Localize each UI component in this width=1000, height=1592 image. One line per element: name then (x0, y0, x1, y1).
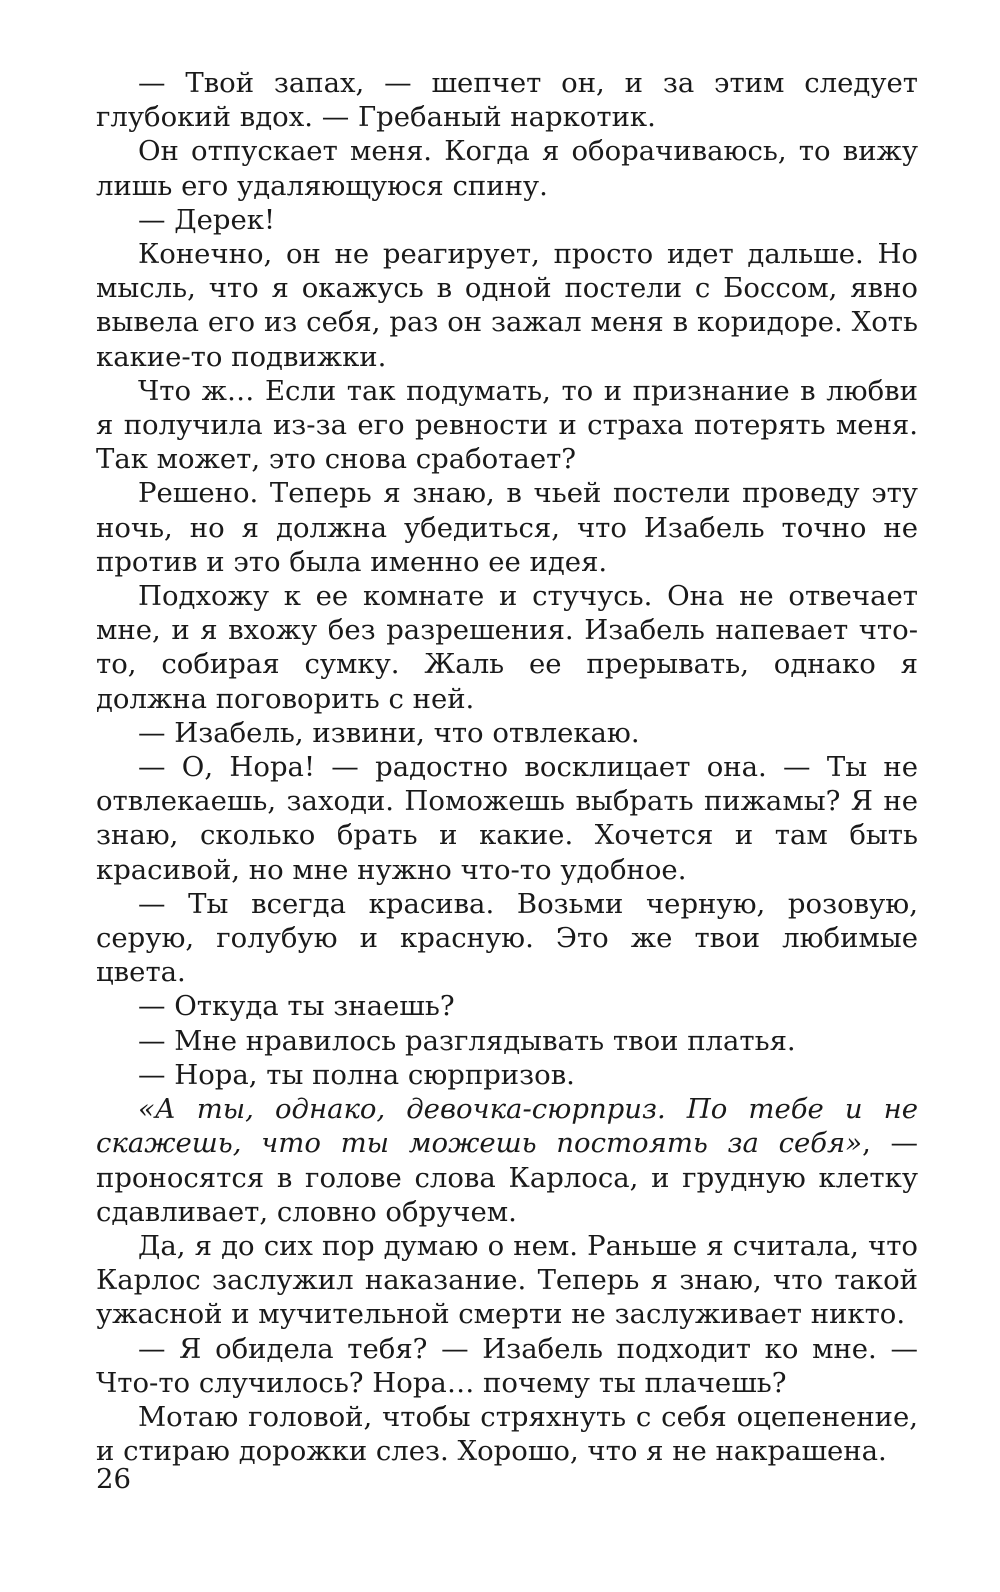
page-body (96, 66, 918, 1468)
quote-rest-text: , — проносятся в голове слова Карлоса, и грудную клетку сдавливает, словно обручем. (96, 1127, 919, 1228)
paragraph-1: — Твой запах, — шепчет он, и за этим следует глубокий вдох. — Гребаный наркотик. (96, 67, 918, 134)
paragraph-8: — Изабель, извини, что отвлекаю. (138, 716, 640, 749)
paragraph-6: Решено. Теперь я знаю, в чьей постели проведу эту ночь, но я должна убедиться, что Изабель точно не против и это была именно ее идея. (96, 477, 918, 578)
paragraph-17: Мотаю головой, чтобы стряхнуть с себя оцепенение, и стираю дорожки слез. Хорошо, что я не накрашена. (96, 1400, 918, 1468)
paragraph-3: — Дерек! (138, 203, 275, 236)
paragraph-16: — Я обидела тебя? — Изабель подходит ко мне. — Что-то случилось? Нора… почему ты плачешь? (96, 1332, 918, 1399)
paragraph-2: Он отпускает меня. Когда я оборачиваюсь, то вижу лишь его удаляющуюся спину. (96, 135, 918, 202)
quote-italic-text: «А ты, однако, девочка-сюрприз. По тебе и не скажешь, что ты можешь постоять за себя» (96, 1093, 918, 1160)
paragraph-11: — Откуда ты знаешь? (138, 990, 455, 1023)
paragraph-10: — Ты всегда красива. Возьми черную, розовую, серую, голубую и красную. Это же твои любимые цвета. (96, 887, 918, 989)
paragraph-15: Да, я до сих пор думаю о нем. Раньше я считала, что Карлос заслужил наказание. Теперь я знаю, что такой ужасной и мучительной смерти не заслуживает никто. (96, 1229, 918, 1331)
paragraph-7: Подхожу к ее комнате и стучусь. Она не отвечает мне, и я вхожу без разрешения. Изабель напевает что-то, собирая сумку. Жаль ее прерывать, однако я должна поговорить с ней. (96, 580, 918, 715)
paragraph-12: — Мне нравилось разглядывать твои платья. (138, 1024, 796, 1057)
quote-paragraph (96, 1092, 918, 1229)
paragraph-13: — Нора, ты полна сюрпризов. (138, 1058, 575, 1091)
page-number: 26 (96, 1463, 131, 1495)
paragraph-4: Конечно, он не реагирует, просто идет дальше. Но мысль, что я окажусь в одной постели с Боссом, явно вывела его из себя, раз он зажал меня в коридоре. Хоть какие-то подвижки. (96, 238, 918, 373)
paragraph-5: Что ж… Если так подумать, то и признание в любви я получила из-за его ревности и страха потерять меня. Так может, это снова сработает? (96, 374, 918, 476)
paragraph-9: — О, Нора! — радостно восклицает она. — Ты не отвлекаешь, заходи. Поможешь выбрать пижамы? Я не знаю, сколько брать и какие. Хочется и там быть красивой, но мне нужно что-то удобное. (96, 751, 918, 886)
